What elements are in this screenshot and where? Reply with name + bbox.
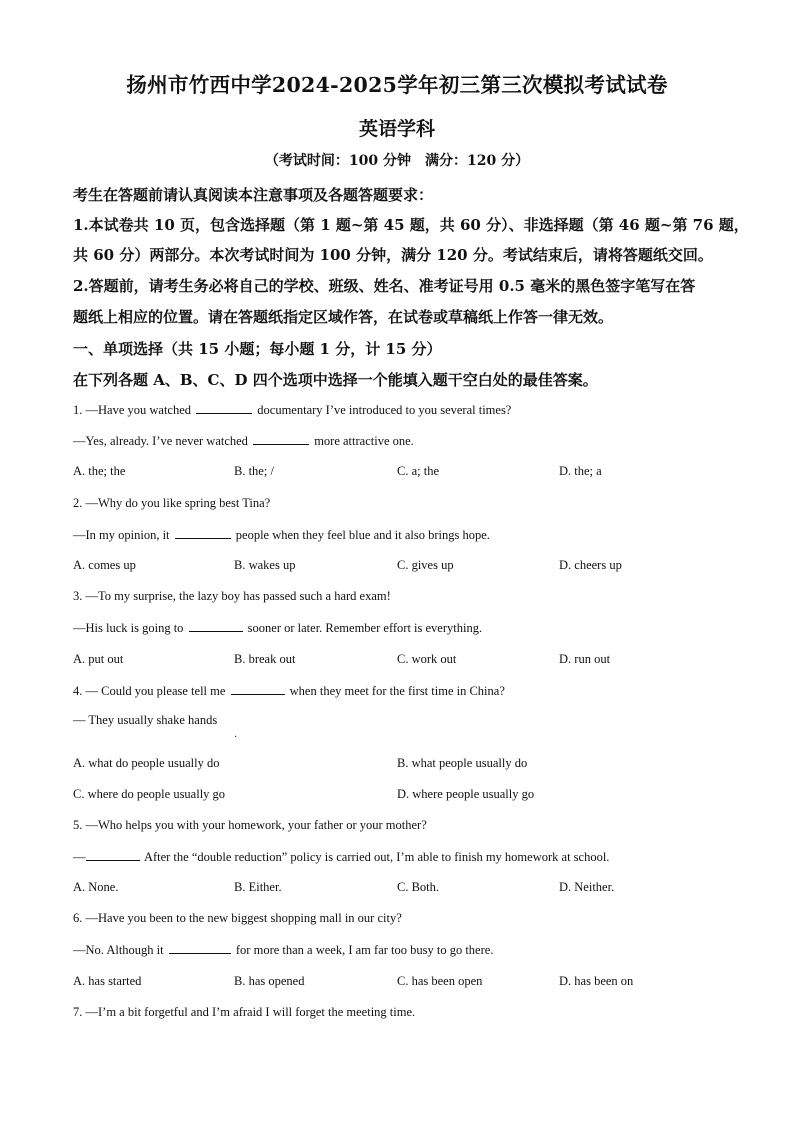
- instruction-1-line-2: 共 60 分）两部分。本次考试时间为 100 分钟，满分 120 分。考试结束后，请将答题纸交回。: [73, 246, 713, 264]
- question-1-option-d: D. the; a: [559, 464, 602, 478]
- question-4-text-a: 4. — Could you please tell me: [73, 684, 226, 698]
- question-6-reply-a: —No. Although it: [73, 943, 164, 957]
- stray-dot: .: [234, 729, 238, 740]
- question-1-line-1: [73, 402, 511, 418]
- question-2-reply-a: —In my opinion, it: [73, 528, 170, 542]
- question-7-line-1: 7. —I’m a bit forgetful and I’m afraid I will forget the meeting time.: [73, 1005, 416, 1019]
- question-3-reply-b: sooner or later. Remember effort is everything.: [247, 621, 483, 635]
- question-6-option-d: D. has been on: [559, 974, 634, 988]
- exam-title: 扬州市竹西中学2024-2025学年初三第三次模拟考试试卷: [126, 73, 668, 97]
- instruction-2-line-1: 2.答题前，请考生务必将自己的学校、班级、姓名、准考证号用 0.5 毫米的黑色签字笔写在答: [73, 277, 696, 295]
- question-3-option-a: A. put out: [73, 652, 124, 666]
- question-3-reply-a: —His luck is going to: [73, 621, 184, 635]
- question-4-option-b: B. what people usually do: [397, 756, 528, 770]
- question-6-option-b: B. has opened: [234, 974, 305, 988]
- exam-time-info: （考试时间：100 分钟 满分：120 分）: [264, 153, 530, 169]
- answer-blank: [86, 849, 140, 861]
- question-4-text-b: when they meet for the first time in China?: [289, 684, 505, 698]
- question-5-option-b: B. Either.: [234, 880, 282, 894]
- question-3-line-1: 3. —To my surprise, the lazy boy has passed such a hard exam!: [73, 589, 391, 603]
- question-5-line-1: 5. —Who helps you with your homework, your father or your mother?: [73, 818, 427, 832]
- question-1-line-2: [73, 433, 414, 449]
- question-6-line-1: 6. —Have you been to the new biggest shopping mall in our city?: [73, 911, 402, 925]
- instructions-intro: 考生在答题前请认真阅读本注意事项及各题答题要求：: [73, 186, 434, 204]
- question-2-option-d: D. cheers up: [559, 558, 622, 572]
- question-6-option-a: A. has started: [73, 974, 142, 988]
- question-1-text-b: documentary I’ve introduced to you several times?: [257, 403, 512, 417]
- question-5-option-a: A. None.: [73, 880, 119, 894]
- question-6-reply-b: for more than a week, I am far too busy to go there.: [235, 943, 494, 957]
- question-3-option-b: B. break out: [234, 652, 296, 666]
- question-4-line-2: — They usually shake hands: [73, 713, 218, 727]
- question-6-line-2: [73, 942, 493, 958]
- question-5-reply-b: After the “double reduction” policy is carried out, I’m able to finish my homework at school.: [143, 850, 610, 864]
- question-4-option-c: C. where do people usually go: [73, 787, 226, 801]
- question-2-option-b: B. wakes up: [234, 558, 296, 572]
- question-3-line-2: [73, 620, 482, 636]
- question-3-option-d: D. run out: [559, 652, 611, 666]
- question-2-reply-b: people when they feel blue and it also brings hope.: [235, 528, 490, 542]
- question-4-option-d: D. where people usually go: [397, 787, 535, 801]
- question-3-option-c: C. work out: [397, 652, 457, 666]
- answer-blank: [253, 433, 309, 445]
- answer-blank: [169, 942, 231, 954]
- question-6-option-c: C. has been open: [397, 974, 483, 988]
- answer-blank: [175, 527, 231, 539]
- answer-blank: [189, 620, 243, 632]
- question-2-option-a: A. comes up: [73, 558, 136, 572]
- question-5-option-c: C. Both.: [397, 880, 440, 894]
- answer-blank: [196, 402, 252, 414]
- subject-title: 英语学科: [358, 118, 435, 140]
- question-1-text-a: 1. —Have you watched: [73, 403, 192, 417]
- answer-blank: [231, 683, 285, 695]
- instruction-1-line-1: 1.本试卷共 10 页，包含选择题（第 1 题~第 45 题，共 60 分）、非选择题（第 46 题~第 76 题，: [73, 216, 749, 234]
- question-1-reply-a: —Yes, already. I’ve never watched: [73, 434, 248, 448]
- question-5-option-d: D. Neither.: [559, 880, 615, 894]
- question-2-line-1: 2. —Why do you like spring best Tina?: [73, 496, 271, 510]
- instruction-2-line-2: 题纸上相应的位置。请在答题纸指定区域作答，在试卷或草稿纸上作答一律无效。: [73, 308, 614, 326]
- question-1-reply-b: more attractive one.: [314, 434, 414, 448]
- question-4-option-a: A. what do people usually do: [73, 756, 220, 770]
- question-2-line-2: [73, 527, 490, 543]
- question-5-reply-a: —: [73, 850, 86, 864]
- question-1-option-a: A. the; the: [73, 464, 126, 478]
- question-1-option-b: B. the; /: [234, 464, 274, 478]
- section-1-direction: 在下列各题 A、B、C、D 四个选项中选择一个能填入题干空白处的最佳答案。: [73, 371, 598, 389]
- question-1-option-c: C. a; the: [397, 464, 440, 478]
- section-1-heading: 一、单项选择（共 15 小题；每小题 1 分，计 15 分）: [73, 340, 442, 358]
- question-5-line-2: [73, 849, 609, 865]
- question-2-option-c: C. gives up: [397, 558, 454, 572]
- question-4-line-1: [73, 683, 505, 699]
